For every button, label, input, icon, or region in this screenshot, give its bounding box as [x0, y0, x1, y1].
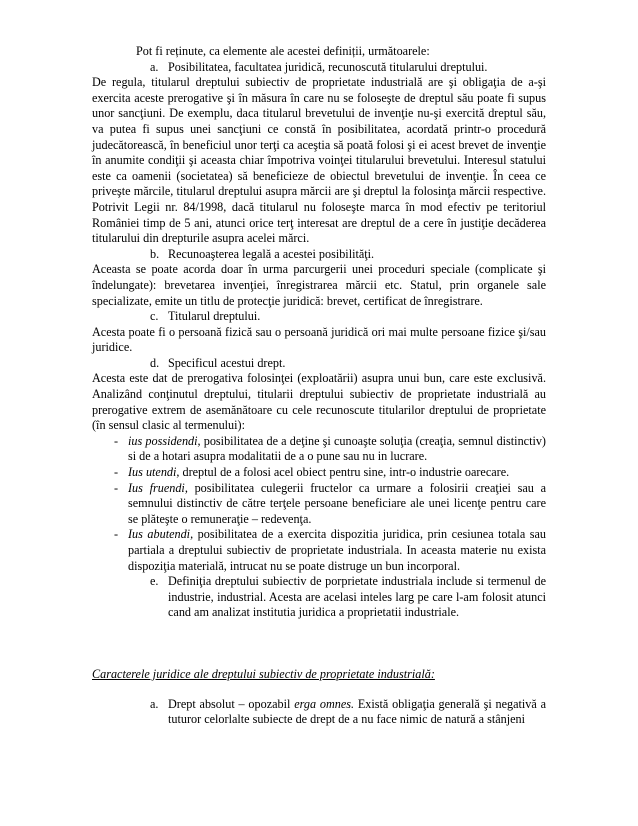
intro-line: Pot fi reținute, ca elemente ale acestei definiții, următoarele:	[136, 44, 430, 58]
dash-item-fruendi	[92, 481, 546, 528]
list-text: Recunoaşterea legală a acestei posibilităţi.	[168, 246, 375, 261]
latin-term: Ius abutendi,	[128, 527, 194, 542]
dash-text: Ius fruendi, posibilitatea culegerii fructelor ca urmare a folosirii creaţiei sau a semnului distinctiv de către terţele persoane beneficiare ale unei licenţe pentru care se plăteşte o remuneraţie – redevenţa.	[128, 480, 547, 526]
list-item-a	[92, 60, 546, 76]
list-label: a.	[150, 59, 159, 74]
paragraph-procedure: Aceasta se poate acorda doar în urma parcurgerii unei proceduri speciale (complicate şi îndelungate): brevetarea invenţiei, înregistrarea mărcii etc. Statul, prin organele sale specializate, emite un titlu de protecţie juridică: brevet, certificat de înregistrare.	[92, 262, 546, 308]
latin-term: Ius utendi,	[128, 465, 180, 480]
list-label: c.	[150, 309, 159, 324]
paragraph-specific: Acesta este dat de prerogativa folosinţei (exploatării) asupra unui bun, care este exclusivă. Analizând conţinutul dreptului, titularii dreptului subiectiv de proprietate industrială au prerogative extrem de asemănătoare cu cele recunoscute titularilor dreptului de proprietate (în sensul clasic al termenului):	[92, 371, 546, 433]
list-text: Drept absolut – opozabil erga omnes. Există obligaţia generală şi negativă a tuturor celorlalte subiecte de drept de a nu face nimic de natură a stânjeni	[168, 696, 547, 727]
list-text: Definiţia dreptului subiectiv de porprietate industriala include si termenul de industrie, industrial. Acesta are acelasi inteles larg pe care l-am folosit atunci cand am analizat institutia juridica a proprietatii industriale.	[168, 574, 546, 620]
section-heading: Caracterele juridice ale dreptului subiectiv de proprietate industrială:	[92, 666, 435, 681]
list-text: Specificul acestui drept.	[168, 355, 286, 370]
dash-text: Ius abutendi, posibilitatea de a exercita dispozitia juridica, prin cesiunea totala sau partiala a dreptului subiectiv de proprietate industriala. In aceasta materie nu exista dispoziţia materială, intrucat nu se poate distruge un bun incorporal.	[128, 527, 546, 573]
list-item-e	[92, 574, 546, 621]
list-item-b	[92, 247, 546, 263]
char-item-a	[92, 697, 546, 728]
list-item-d	[92, 356, 546, 372]
list-label: d.	[150, 355, 160, 370]
dash-bullet: -	[114, 433, 119, 448]
document-page	[92, 44, 546, 728]
list-text: Titularul dreptului.	[168, 309, 261, 324]
list-label: e.	[150, 574, 159, 589]
dash-item-possidendi	[92, 434, 546, 465]
dash-text: ius possidendi, posibilitatea de a deţine şi cunoaşte soluţia (creaţia, semnul distinctiv) si de a hotari asupra modalitatii de a o pune sau nu in lucrare.	[128, 433, 546, 464]
latin-term: ius possidendi,	[128, 433, 201, 448]
list-label: a.	[150, 696, 159, 711]
dash-bullet: -	[114, 465, 119, 480]
paragraph-sanctions: De regula, titularul dreptului subiectiv de proprietate industrială are şi obligaţia de a-şi exercita aceste prerogative şi în măsura în care nu se foloseşte de dreptul său poate fi supus unor sancţiuni. De exemplu, daca titularul brevetului de invenţie nu-şi exercită dreptul său, va putea fi supus unei sancţiuni ce constă în posibilitatea, acordată printr-o procedură judecătorească, în beneficiul unor terţi ca aceştia să poată folosi şi ei acest brevet de invenţie în anumite condiţii şi aceasta chiar împotriva voinţei titularului brevetului. Interesul statului este ca oamenii (societatea) să beneficieze de obiectul brevetului de invenţie. În ceea ce priveşte mărcile, titularul dreptului asupra mărcii are şi dreptul la folosinţa mărcii respective. Potrivit Legii nr. 84/1998, dacă titularul nu foloseşte marca în mod efectiv pe teritoriul României timp de 5 ani, atunci orice terţ interesat are dreptul de a cere în justiţie decăderea titularului din drepturile asupra acelei mărci.	[92, 75, 546, 246]
list-label: b.	[150, 246, 160, 261]
dash-bullet: -	[114, 480, 119, 495]
latin-term: erga omnes.	[294, 696, 355, 711]
list-text: Posibilitatea, facultatea juridică, recunoscută titularului dreptului.	[168, 59, 488, 74]
dash-text: Ius utendi, dreptul de a folosi acel obiect pentru sine, intr-o industrie oarecare.	[128, 465, 510, 480]
dash-item-abutendi	[92, 527, 546, 574]
list-item-c	[92, 309, 546, 325]
dash-bullet: -	[114, 527, 119, 542]
dash-item-utendi	[92, 465, 546, 481]
paragraph-holder: Acesta poate fi o persoană fizică sau o persoană juridică ori mai multe persoane fizice şi/sau juridice.	[92, 324, 546, 355]
latin-term: Ius fruendi,	[128, 480, 188, 495]
